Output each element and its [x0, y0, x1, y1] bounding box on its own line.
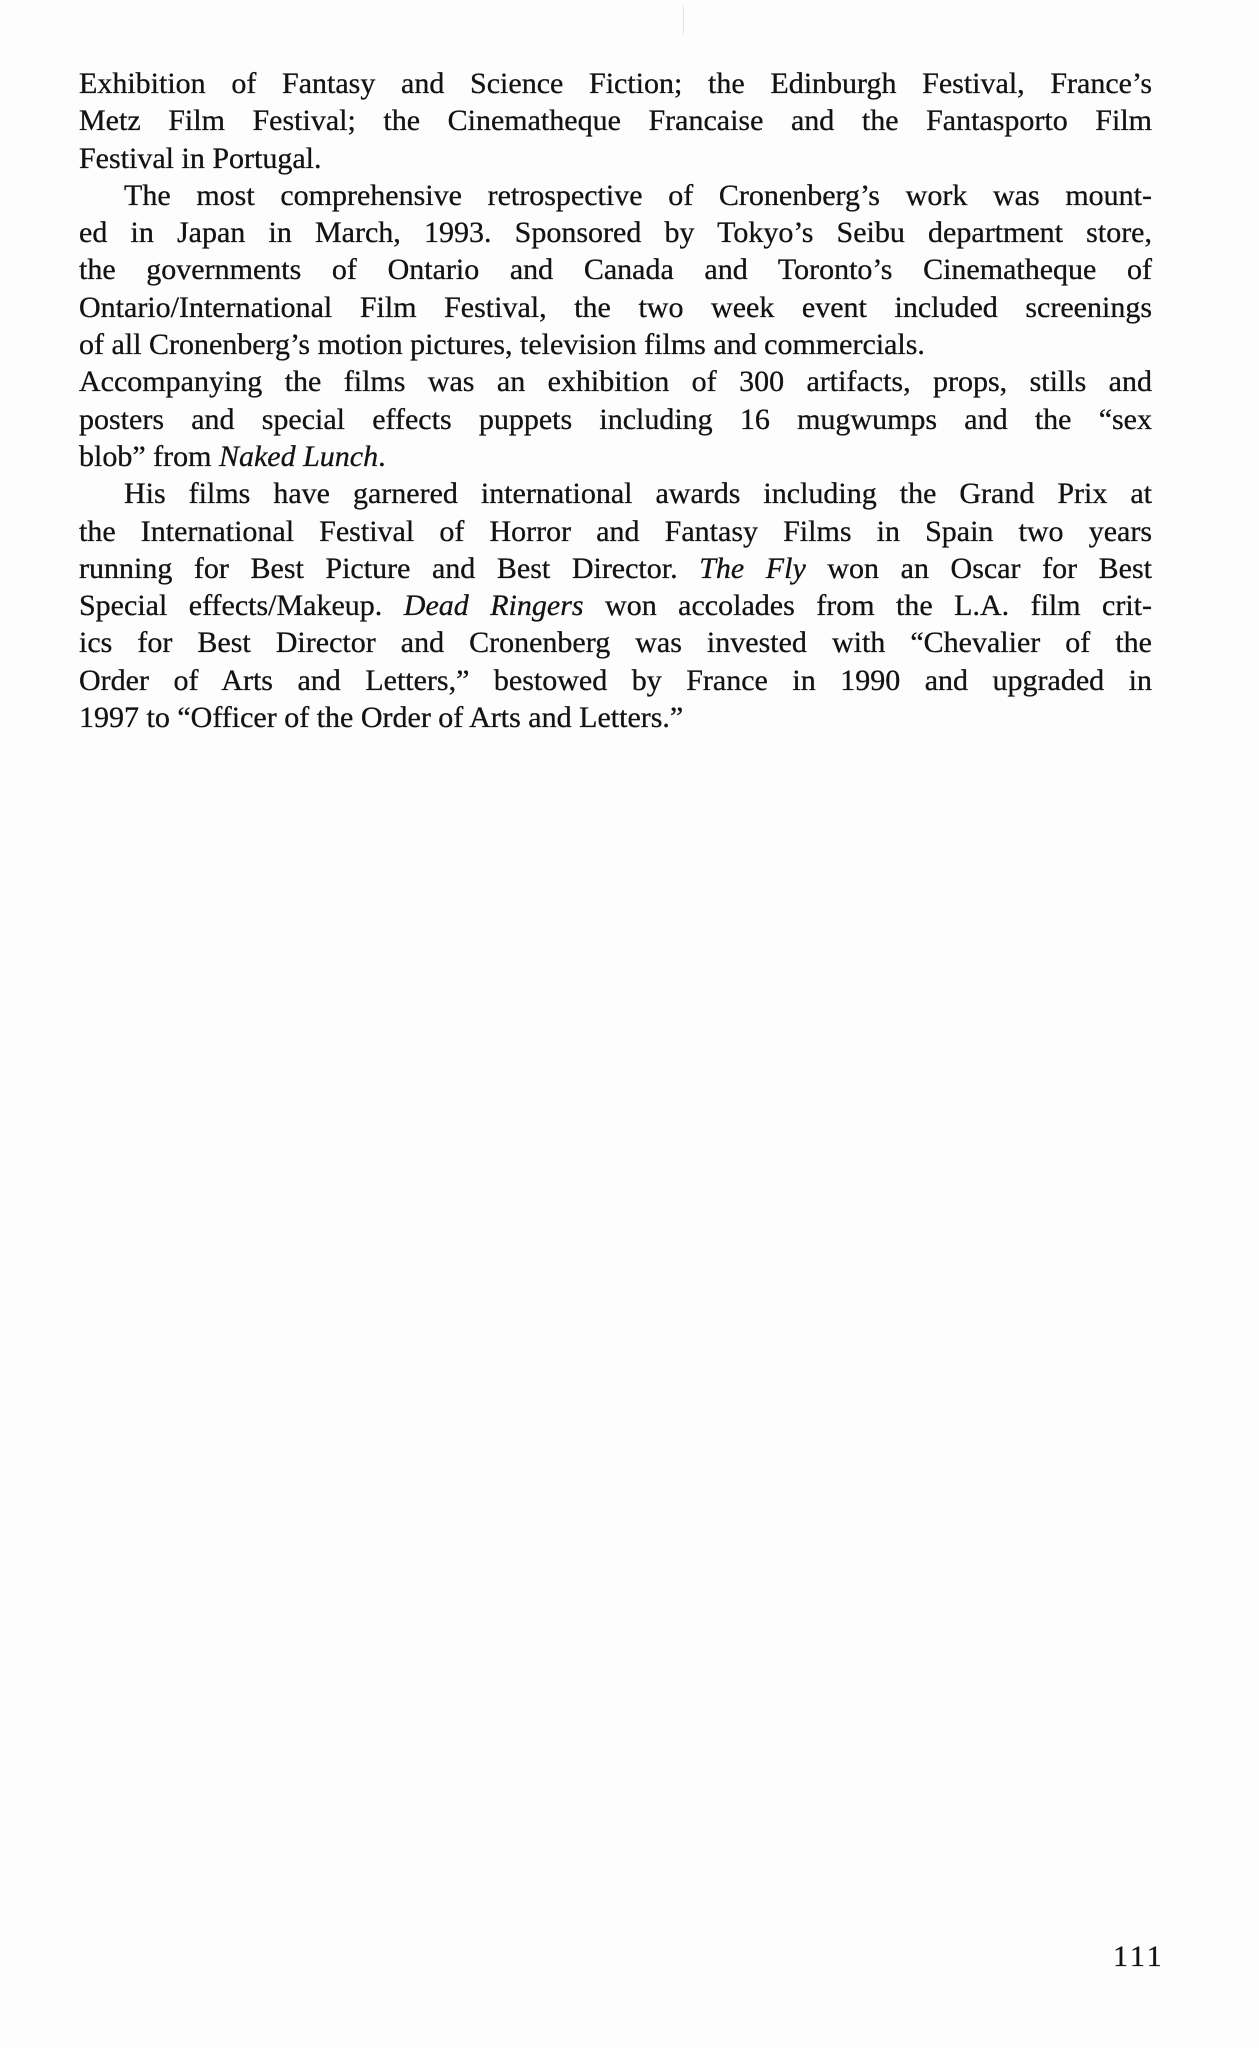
- text-line: [79, 214, 1152, 251]
- text-run: Ontario/International Film Festival, the two week event included screenings: [79, 290, 1152, 324]
- text-line: [79, 513, 1152, 550]
- page-number: 111: [1113, 1940, 1165, 1973]
- text-run: won accolades from the L.A. film crit-: [583, 589, 1153, 623]
- text-run: posters and special effects puppets including 16 mugwumps and the “sex: [79, 402, 1152, 436]
- text-line: [79, 251, 1152, 288]
- text-line: [79, 102, 1152, 139]
- text-run: Festival in Portugal.: [79, 141, 322, 175]
- text-run: The most comprehensive retrospective of Cronenberg’s work was mount-: [124, 178, 1152, 212]
- text-run: Exhibition of Fantasy and Science Fiction; the Edinburgh Festival, France’s: [79, 67, 1152, 100]
- text-run: ed in Japan in March, 1993. Sponsored by Tokyo’s Seibu department store,: [79, 216, 1152, 250]
- text-run: blob” from: [79, 439, 219, 473]
- text-line: [79, 401, 1152, 438]
- text-run: Special effects/Makeup.: [79, 589, 404, 623]
- text-run: the International Festival of Horror and Fantasy Films in Spain two years: [79, 514, 1152, 548]
- text-line: [79, 587, 1152, 624]
- text-line: [79, 326, 1152, 363]
- text-line: [79, 624, 1152, 661]
- text-line: [79, 475, 1152, 512]
- italic-text-run: Dead Ringers: [403, 589, 584, 623]
- text-run: Metz Film Festival; the Cinematheque Francaise and the Fantasporto Film: [79, 104, 1152, 138]
- text-run: running for Best Picture and Best Director.: [79, 551, 700, 585]
- text-run: won an Oscar for Best: [805, 551, 1152, 585]
- text-line: [79, 363, 1152, 400]
- italic-text-run: Naked Lunch: [218, 439, 379, 473]
- text-line: [79, 65, 1152, 102]
- italic-text-run: The Fly: [699, 551, 806, 585]
- scan-artifact-line: [683, 5, 684, 35]
- body-text-block: [79, 65, 1152, 736]
- text-run: Order of Arts and Letters,” bestowed by France in 1990 and upgraded in: [79, 663, 1152, 697]
- text-line: [79, 662, 1152, 699]
- text-line: [79, 140, 1152, 177]
- text-run: Accompanying the films was an exhibition of 300 artifacts, props, stills and: [79, 365, 1152, 399]
- text-run: His films have garnered international awards including the Grand Prix at: [124, 477, 1152, 511]
- text-run: of all Cronenberg’s motion pictures, television films and commercials.: [79, 328, 925, 362]
- text-line: [79, 177, 1152, 214]
- text-line: [79, 550, 1152, 587]
- text-run: 1997 to “Officer of the Order of Arts and Letters.”: [79, 701, 684, 735]
- text-run: the governments of Ontario and Canada and Toronto’s Cinematheque of: [79, 253, 1152, 287]
- text-line: [79, 699, 1152, 736]
- text-run: ics for Best Director and Cronenberg was invested with “Chevalier of the: [79, 626, 1152, 660]
- text-run: .: [378, 439, 386, 473]
- text-line: [79, 438, 1152, 475]
- text-line: [79, 289, 1152, 326]
